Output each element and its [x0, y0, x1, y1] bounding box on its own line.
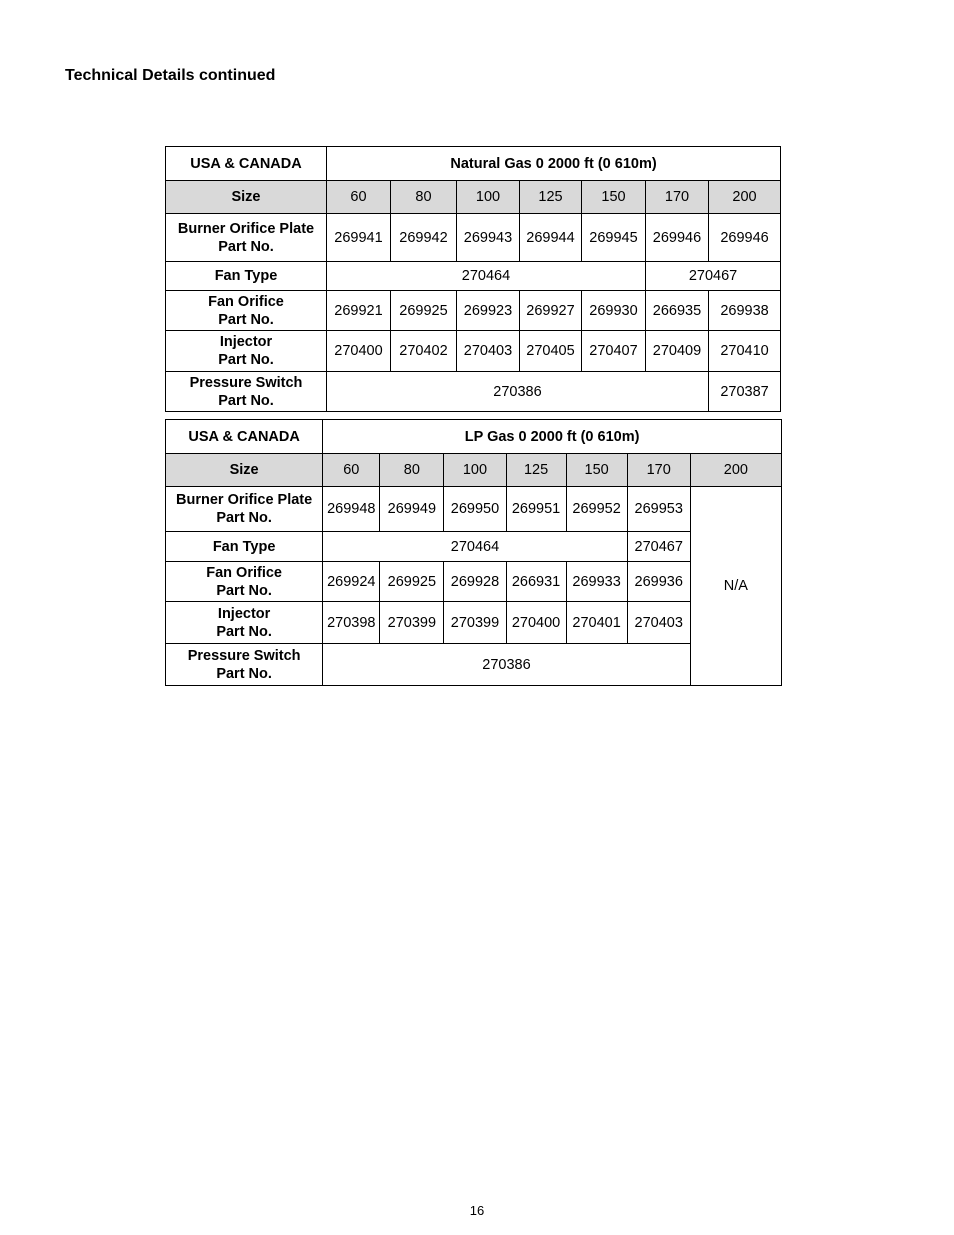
size-label: Size — [166, 454, 323, 487]
size-cell: 100 — [444, 454, 506, 487]
part-cell: 270387 — [709, 372, 781, 412]
size-cell: 60 — [323, 454, 380, 487]
region-cell: USA & CANADA — [166, 420, 323, 454]
part-cell: 270398 — [323, 602, 380, 644]
part-cell: 269928 — [444, 562, 506, 602]
row-label: Fan Orifice Part No. — [166, 562, 323, 602]
part-cell: 269925 — [391, 291, 457, 331]
part-cell: 270400 — [327, 331, 391, 372]
part-cell: 269927 — [520, 291, 582, 331]
part-cell: 270400 — [506, 602, 566, 644]
part-cell: 270403 — [457, 331, 520, 372]
part-cell: 269950 — [444, 487, 506, 532]
fan-orifice-row — [166, 291, 781, 331]
size-row — [166, 454, 782, 487]
part-cell: 270401 — [566, 602, 627, 644]
row-label: Fan Type — [166, 262, 327, 291]
part-cell: 269938 — [709, 291, 781, 331]
part-cell: 270386 — [327, 372, 709, 412]
row-label: Fan Orifice Part No. — [166, 291, 327, 331]
burner-row — [166, 214, 781, 262]
row-label: Burner Orifice Plate Part No. — [166, 487, 323, 532]
pressure-switch-row — [166, 644, 782, 686]
part-cell: 270386 — [323, 644, 691, 686]
part-cell: 269946 — [709, 214, 781, 262]
size-cell: 170 — [646, 181, 709, 214]
size-cell: 125 — [506, 454, 566, 487]
size-cell: 125 — [520, 181, 582, 214]
page-heading: Technical Details continued — [65, 67, 276, 84]
size-cell: 80 — [391, 181, 457, 214]
injector-row — [166, 331, 781, 372]
part-cell: 269923 — [457, 291, 520, 331]
part-cell: 269933 — [566, 562, 627, 602]
part-cell: 269936 — [627, 562, 690, 602]
size-cell: 150 — [566, 454, 627, 487]
size-cell: 200 — [690, 454, 781, 487]
part-cell: 270410 — [709, 331, 781, 372]
size-cell: 200 — [709, 181, 781, 214]
size-row — [166, 181, 781, 214]
part-cell: 269952 — [566, 487, 627, 532]
page-number: 16 — [469, 1203, 485, 1218]
part-cell: 269951 — [506, 487, 566, 532]
part-cell: 269953 — [627, 487, 690, 532]
natural-gas-parts-table — [165, 146, 781, 412]
table-header-row — [166, 147, 781, 181]
part-cell: 270464 — [323, 532, 627, 562]
row-label: Pressure Switch Part No. — [166, 372, 327, 412]
part-cell: 269921 — [327, 291, 391, 331]
fan-type-row — [166, 532, 782, 562]
part-cell: 269925 — [380, 562, 444, 602]
row-label: Pressure Switch Part No. — [166, 644, 323, 686]
part-cell: 270407 — [582, 331, 646, 372]
part-cell: 266931 — [506, 562, 566, 602]
injector-row — [166, 602, 782, 644]
part-cell: 269943 — [457, 214, 520, 262]
part-cell: 269948 — [323, 487, 380, 532]
size-cell: 170 — [627, 454, 690, 487]
part-cell: 269924 — [323, 562, 380, 602]
region-cell: USA & CANADA — [166, 147, 327, 181]
not-applicable-cell: N/A — [690, 487, 781, 686]
size-cell: 80 — [380, 454, 444, 487]
part-cell: 270405 — [520, 331, 582, 372]
part-cell: 269941 — [327, 214, 391, 262]
fan-type-row — [166, 262, 781, 291]
size-cell: 150 — [582, 181, 646, 214]
size-cell: 100 — [457, 181, 520, 214]
part-cell: 270403 — [627, 602, 690, 644]
part-cell: 269945 — [582, 214, 646, 262]
part-cell: 270399 — [444, 602, 506, 644]
part-cell: 266935 — [646, 291, 709, 331]
part-cell: 270467 — [627, 532, 690, 562]
part-cell: 270399 — [380, 602, 444, 644]
gas-type-cell: Natural Gas 0 2000 ft (0 610m) — [327, 147, 781, 181]
part-cell: 270409 — [646, 331, 709, 372]
part-cell: 269946 — [646, 214, 709, 262]
pressure-switch-row — [166, 372, 781, 412]
part-cell: 269930 — [582, 291, 646, 331]
size-cell: 60 — [327, 181, 391, 214]
part-cell: 269942 — [391, 214, 457, 262]
size-label: Size — [166, 181, 327, 214]
row-label: Injector Part No. — [166, 331, 327, 372]
row-label: Injector Part No. — [166, 602, 323, 644]
row-label: Fan Type — [166, 532, 323, 562]
fan-orifice-row — [166, 562, 782, 602]
lp-gas-parts-table — [165, 419, 782, 686]
burner-row — [166, 487, 782, 532]
part-cell: 270402 — [391, 331, 457, 372]
part-cell: 269944 — [520, 214, 582, 262]
part-cell: 270464 — [327, 262, 646, 291]
table-header-row — [166, 420, 782, 454]
part-cell: 270467 — [646, 262, 781, 291]
gas-type-cell: LP Gas 0 2000 ft (0 610m) — [323, 420, 782, 454]
row-label: Burner Orifice Plate Part No. — [166, 214, 327, 262]
part-cell: 269949 — [380, 487, 444, 532]
